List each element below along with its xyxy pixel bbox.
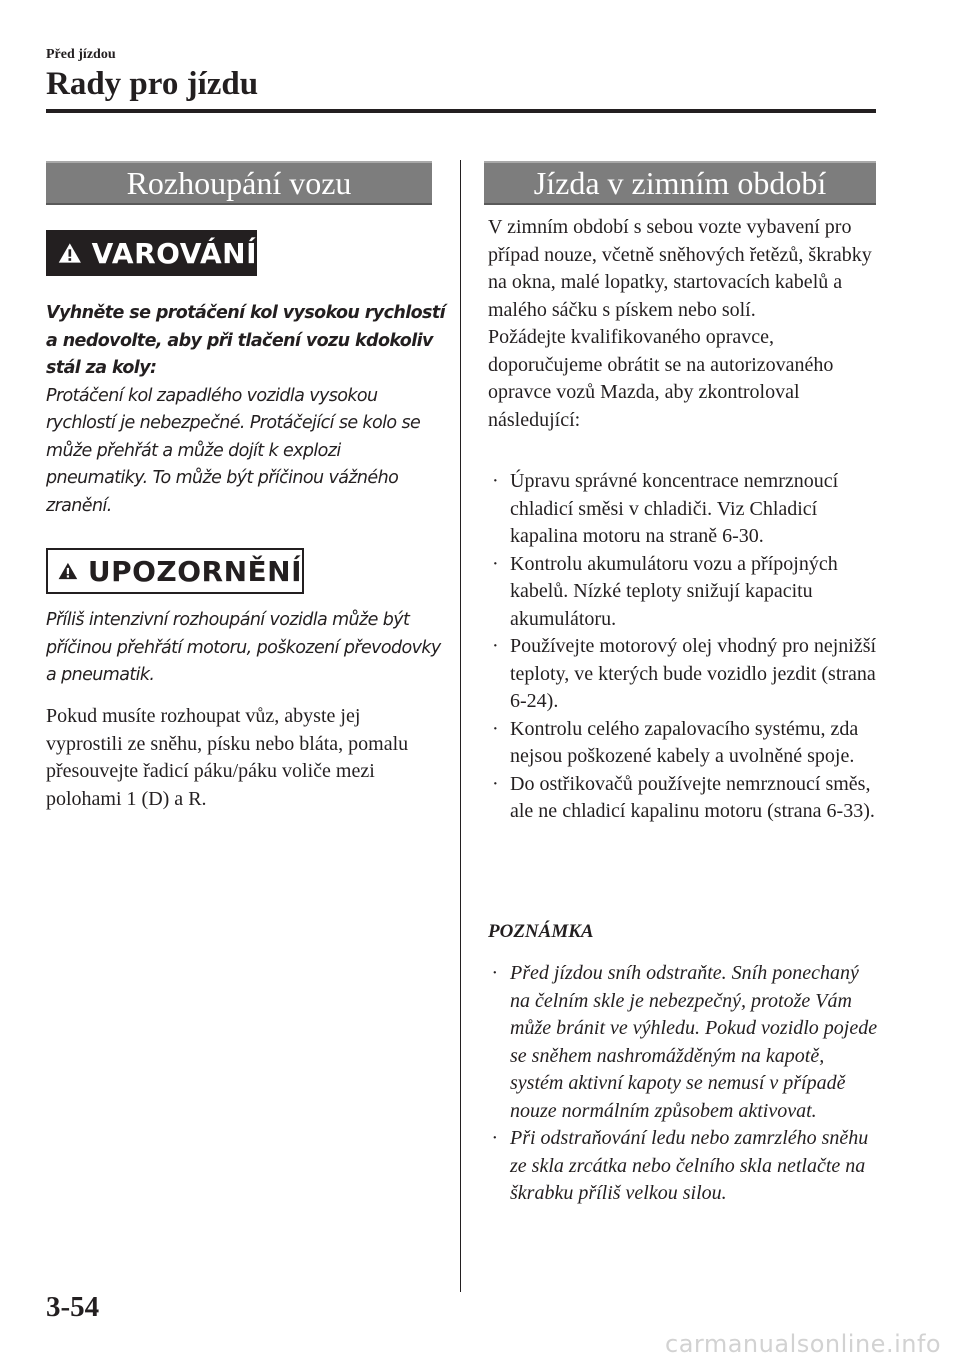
warning-label: [46, 230, 257, 276]
watermark: carmanualsonline.info: [665, 1330, 942, 1358]
caution-triangle-icon: [58, 556, 78, 586]
warning-lead: Vyhněte se protáčení kol vysokou rychlostí a nedovolte, aby při tlačení vozu kdokoliv stál za koly:: [46, 303, 446, 378]
warning-triangle-icon: [58, 238, 82, 268]
note-item-text: Při odstraňování ledu nebo zamrzlého sněhu ze skla zrcátka nebo čelního skla netlačte na škrabku příliš velkou silou.: [510, 1127, 869, 1204]
header-rule: [46, 109, 876, 113]
heading-rozhoupani-vozu: Rozhoupání vozu: [46, 161, 432, 205]
note-item-text: Před jízdou sníh odstraňte. Sníh ponechaný na čelním skle je nebezpečný, protože Vám může bránit ve výhledu. Pokud vozidlo pojede se sněhem nashromážděným na kapotě, systém aktivní kapoty se nemusí v případě nouze normálním způsobem aktivovat.: [510, 962, 878, 1122]
note-item: · Při odstraňování ledu nebo zamrzlého sněhu ze skla zrcátka nebo čelního skla netlačte na škrabku příliš velkou silou.: [492, 1127, 869, 1204]
caution-text: Příliš intenzivní rozhoupání vozidla může být příčinou přehřátí motoru, poškození převodovky a pneumatik.: [46, 610, 441, 685]
list-item-text: Kontrolu celého zapalovacího systému, zda nejsou poškozené kabely a uvolněné spoje.: [510, 717, 859, 767]
note-list: [488, 960, 880, 1208]
list-item: · Úpravu správné koncentrace nemrznoucí chladicí směsi v chladiči. Viz Chladicí kapalina motoru na straně 6-30.: [492, 470, 839, 547]
list-item: · Kontrolu akumulátoru vozu a přípojných kabelů. Nízké teploty snižují kapacitu akumulátoru.: [492, 552, 838, 630]
winter-intro-service: Požádejte kvalifikovaného opravce, doporučujeme obrátit se na autorizovaného opravce vozů Mazda, aby zkontroloval následující:: [488, 326, 834, 431]
column-divider: [460, 160, 461, 1292]
list-item: · Do ostřikovačů používejte nemrznoucí směs, ale ne chladicí kapalinu motoru (strana 6-33).: [492, 772, 875, 822]
page-number: 3-54: [46, 1291, 100, 1323]
winter-checklist: [488, 468, 880, 826]
warning-label-text: VAROVÁNÍ: [91, 236, 257, 270]
list-item: · Kontrolu celého zapalovacího systému, zda nejsou poškozené kabely a uvolněné spoje.: [492, 717, 859, 767]
winter-intro-equipment: V zimním období s sebou vozte vybavení pro případ nouze, včetně sněhových řetězů, škrabky na okna, malé lopatky, startovacích kabelů a malého sáčku s pískem nebo solí.: [488, 216, 872, 321]
list-item-text: Používejte motorový olej vhodný pro nejnižší teploty, ve kterých bude vozidlo jezdit (strana 6-24).: [510, 635, 877, 712]
chapter-title: Rady pro jízdu: [46, 66, 259, 102]
warning-text: [46, 300, 446, 520]
section-title: Před jízdou: [46, 47, 116, 62]
rozhoupani-paragraph: Pokud musíte rozhoupat vůz, abyste jej vyprostili ze sněhu, písku nebo bláta, pomalu přesouvejte řadicí páku/páku voliče mezi polohami 1 (D) a R.: [46, 705, 409, 810]
list-item-text: Úpravu správné koncentrace nemrznoucí chladicí směsi v chladiči. Viz Chladicí kapalina motoru na straně 6-30.: [510, 470, 839, 547]
note-item: · Před jízdou sníh odstraňte. Sníh ponechaný na čelním skle je nebezpečný, protože Vám může bránit ve výhledu. Pokud vozidlo pojede se sněhem nashromážděným na kapotě, systém aktivní kapoty se nemusí v případě nouze normálním způsobem aktivovat.: [492, 962, 878, 1122]
list-item-text: Kontrolu akumulátoru vozu a přípojných kabelů. Nízké teploty snižují kapacitu akumulátoru.: [510, 552, 838, 630]
list-item: · Používejte motorový olej vhodný pro nejnižší teploty, ve kterých bude vozidlo jezdit (strana 6-24).: [492, 635, 877, 712]
caution-label-text: UPOZORNĚNÍ: [87, 554, 302, 588]
list-item-text: Do ostřikovačů používejte nemrznoucí směs, ale ne chladicí kapalinu motoru (strana 6-33).: [510, 772, 875, 822]
winter-intro: [488, 214, 878, 434]
caution-label: [46, 548, 304, 594]
heading-jizda-v-zimnim-obdobi: Jízda v zimním období: [484, 161, 876, 205]
warning-body: Protáčení kol zapadlého vozidla vysokou rychlostí je nebezpečné. Protáčející se kolo se může přehřát a může dojít k explozi pneumatiky. To může být příčinou vážného zranění.: [46, 385, 421, 516]
note-title: POZNÁMKA: [488, 921, 594, 942]
